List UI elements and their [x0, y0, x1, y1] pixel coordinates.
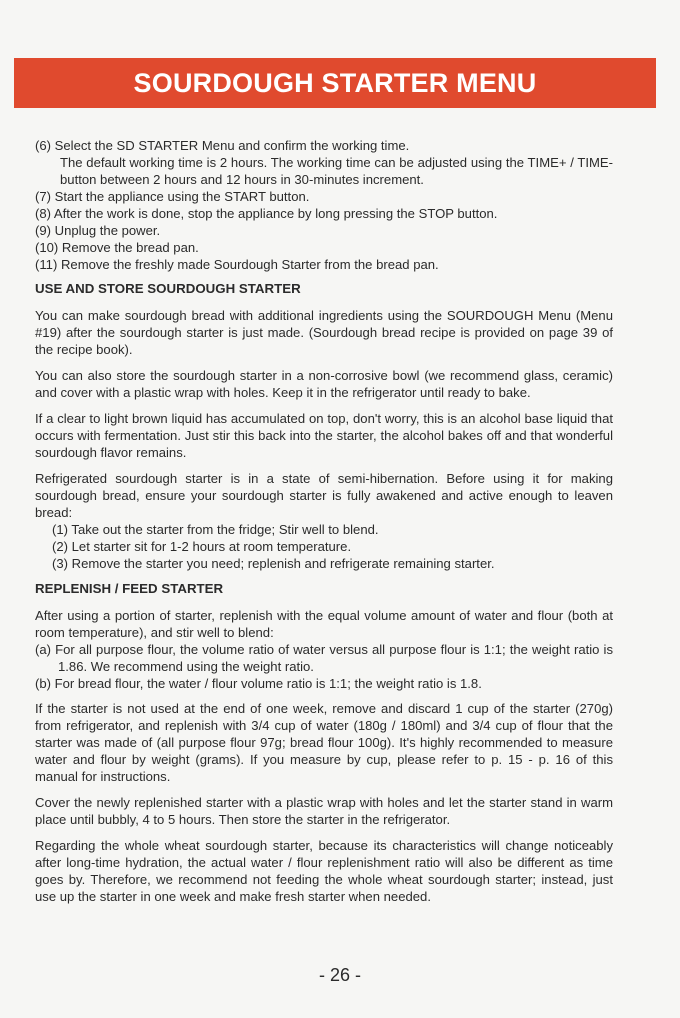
use-store-heading: USE AND STORE SOURDOUGH STARTER	[35, 281, 301, 296]
use-list-item: (3) Remove the starter you need; replenish and refrigerate remaining starter.	[52, 556, 495, 571]
step-6: (6) Select the SD STARTER Menu and confirm the working time.	[35, 138, 410, 153]
page-content	[35, 137, 613, 914]
replenish-paragraph: Regarding the whole wheat sourdough starter, because its characteristics will change noticeably after long-time hydration, the actual water / flour replenishment ratio will also be different as time goes by. Therefore, we recommend not feeding the whole wheat sourdough starter; instead, just use up the starter in one week and make fresh starter when needed.	[35, 838, 613, 904]
page-number: - 26 -	[318, 965, 361, 985]
page-title: SOURDOUGH STARTER MENU	[133, 67, 537, 98]
use-paragraph: You can make sourdough bread with additional ingredients using the SOURDOUGH Menu (Menu #19) after the sourdough starter is just made. (Sourdough bread recipe is provided on page 39 of the recipe book).	[35, 308, 613, 357]
replenish-paragraph: If the starter is not used at the end of one week, remove and discard 1 cup of the starter (270g) from refrigerator, and replenish with 3/4 cup of water (180g / 180ml) and 3/4 cup of flour that the starter was made of (all purpose flour 97g; bread flour 100g). It's highly recommended to measure water and flour by weight (grams). If you measure by cup, please refer to p. 15 - p. 16 of this manual for instructions.	[35, 701, 613, 784]
step-9: (9) Unplug the power.	[35, 223, 161, 238]
step-7: (7) Start the appliance using the START button.	[35, 189, 310, 204]
replenish-paragraph: Cover the newly replenished starter with a plastic wrap with holes and let the starter stand in warm place until bubbly, 4 to 5 hours. Then store the starter in the refrigerator.	[35, 795, 613, 827]
replenish-heading: REPLENISH / FEED STARTER	[35, 581, 224, 596]
replenish-intro: After using a portion of starter, replenish with the equal volume amount of water and flour (both at room temperature), and stir well to blend:	[35, 608, 613, 640]
use-paragraph: If a clear to light brown liquid has accumulated on top, don't worry, this is an alcohol base liquid that occurs with fermentation. Just stir this back into the starter, the alcohol bakes off and that wonderful sourdough flavor remains.	[35, 411, 613, 460]
step-6-detail: The default working time is 2 hours. The working time can be adjusted using the TIME+ / TIME- button between 2 hours and 12 hours in 30-minutes increment.	[60, 155, 613, 187]
title-banner	[14, 58, 656, 108]
use-list-item: (2) Let starter sit for 1-2 hours at room temperature.	[52, 539, 352, 554]
step-8: (8) After the work is done, stop the appliance by long pressing the STOP button.	[35, 206, 498, 221]
use-paragraph: Refrigerated sourdough starter is in a state of semi-hibernation. Before using it for making sourdough bread, ensure your sourdough starter is fully awakened and active enough to leaven bread:	[35, 471, 613, 520]
replenish-item: (a) For all purpose flour, the volume ratio of water versus all purpose flour is 1:1; the weight ratio is 1.86. We recommend using the weight ratio.	[35, 642, 613, 674]
replenish-item: (b) For bread flour, the water / flour volume ratio is 1:1; the weight ratio is 1.8.	[35, 676, 482, 691]
use-list-item: (1) Take out the starter from the fridge; Stir well to blend.	[52, 522, 379, 537]
step-11: (11) Remove the freshly made Sourdough Starter from the bread pan.	[35, 257, 439, 272]
use-paragraph: You can also store the sourdough starter in a non-corrosive bowl (we recommend glass, ceramic) and cover with a plastic wrap with holes. Keep it in the refrigerator until ready to bake.	[35, 368, 613, 400]
step-10: (10) Remove the bread pan.	[35, 240, 199, 255]
